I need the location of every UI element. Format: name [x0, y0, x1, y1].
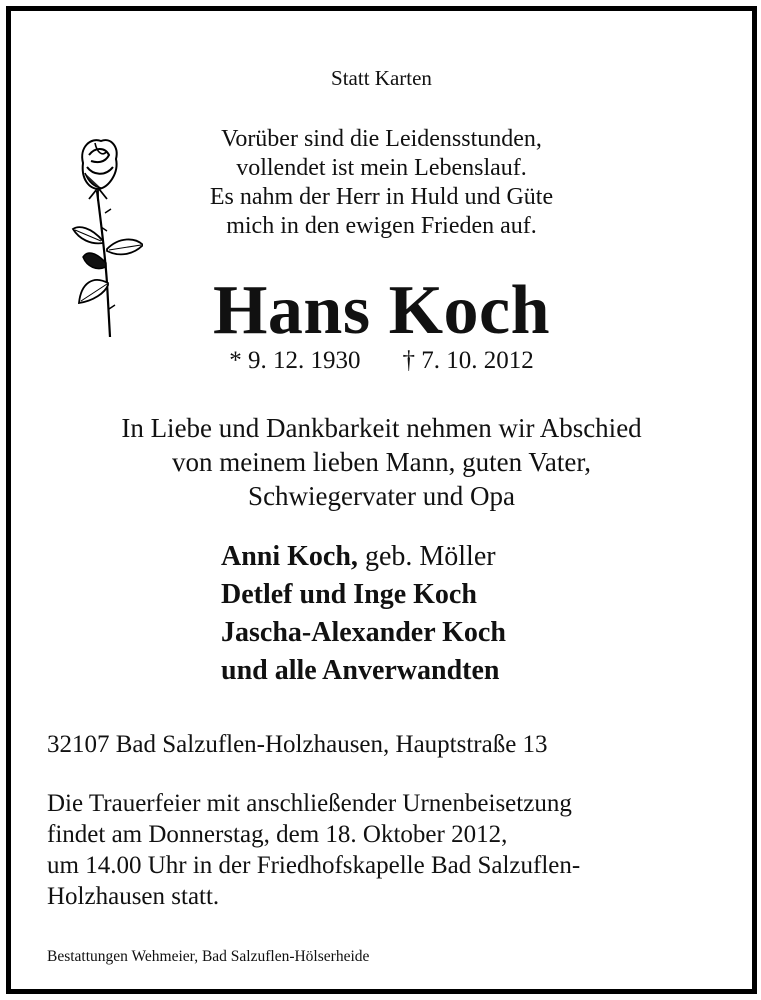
mourner-name: und alle Anverwandten — [221, 655, 500, 686]
obituary-notice — [6, 6, 757, 994]
deceased-name: Hans Koch — [212, 272, 551, 349]
mourners — [11, 538, 752, 690]
notice-header: Statt Karten — [331, 66, 432, 90]
poem-line: Vorüber sind die Leidensstunden, — [221, 126, 542, 152]
tribute-line: von meinem lieben Mann, guten Vater, — [171, 447, 592, 477]
poem-line: Es nahm der Herr in Huld und Güte — [209, 184, 554, 210]
service-line: um 14.00 Uhr in der Friedhofskapelle Bad Salzuflen- — [47, 852, 581, 879]
poem-line: vollendet ist mein Lebenslauf. — [236, 155, 527, 181]
mourner-name: Detlef und Inge Koch — [221, 579, 477, 610]
mourner-line — [221, 576, 752, 614]
service-line: Die Trauerfeier mit anschließender Urnenbeisetzung — [47, 790, 572, 817]
funeral-home: Bestattungen Wehmeier, Bad Salzuflen-Hölserheide — [47, 948, 370, 965]
life-dates — [11, 347, 752, 375]
address: 32107 Bad Salzuflen-Holzhausen, Hauptstraße 13 — [47, 731, 548, 758]
tribute — [11, 411, 752, 513]
death-date: † 7. 10. 2012 — [402, 347, 534, 374]
poem-line: mich in den ewigen Frieden auf. — [226, 213, 537, 239]
tribute-line: In Liebe und Dankbarkeit nehmen wir Abschied — [121, 413, 642, 443]
service-line: findet am Donnerstag, dem 18. Oktober 2012, — [47, 821, 508, 848]
service-info — [47, 788, 580, 912]
mourner-line — [221, 652, 752, 690]
mourner-line — [221, 614, 752, 652]
mourner-line — [221, 538, 752, 576]
maiden-name: geb. Möller — [357, 541, 496, 572]
mourner-name: Jascha-Alexander Koch — [221, 617, 506, 648]
birth-date: * 9. 12. 1930 — [229, 347, 361, 374]
poem — [11, 125, 752, 241]
mourner-name: Anni Koch, — [221, 541, 358, 572]
service-line: Holzhausen statt. — [47, 883, 220, 910]
tribute-line: Schwiegervater und Opa — [248, 481, 515, 511]
